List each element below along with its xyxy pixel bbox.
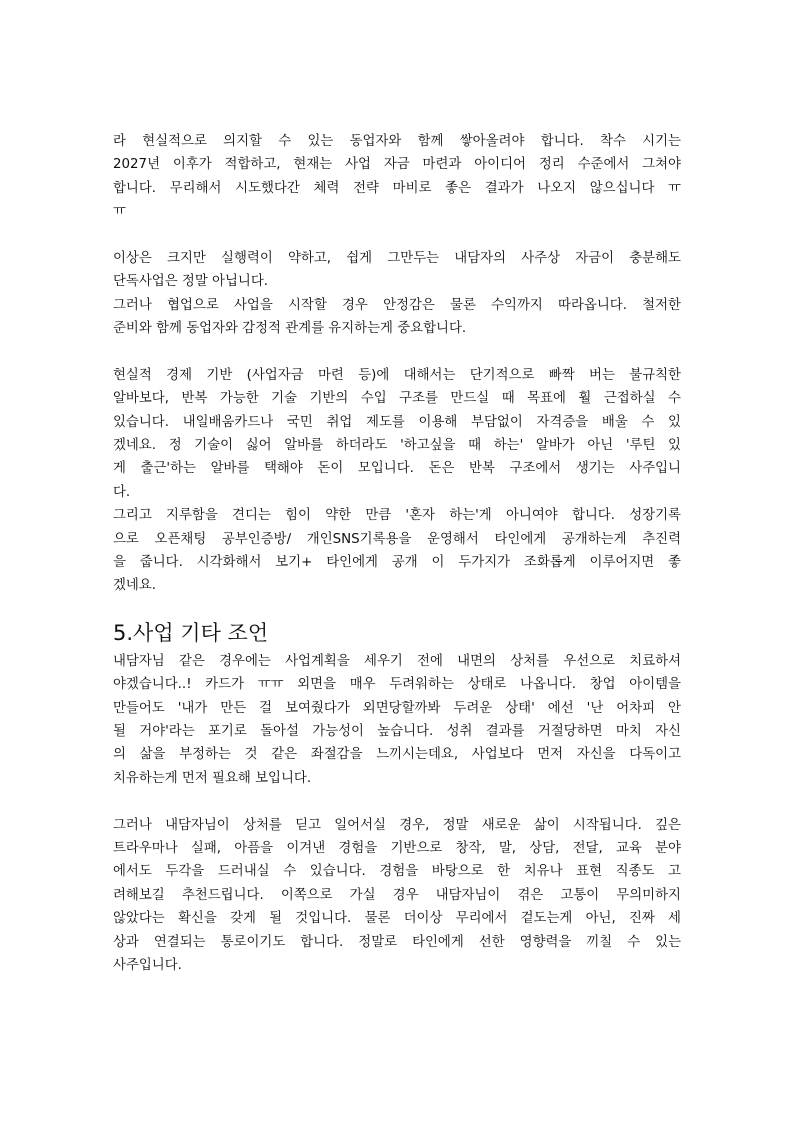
text-line: 다. [113,484,131,500]
document-page [113,130,681,977]
text-line: 사주입니다. [113,957,182,973]
text-line: 내담자님 같은 경우에는 사업계획을 세우기 전에 내면의 상처를 우선으로 치료하셔 [113,653,681,669]
text-line: 으로 오픈채팅 공부인증방/ 개인SNS기록용을 운영해서 타인에게 공개하는게 추진력 [113,531,681,547]
paragraph-startup-timing [113,130,681,224]
text-line: 려해보길 추천드립니다. 이쪽으로 가실 경우 내담자님이 겪은 고통이 무의미하지 [113,887,681,903]
section-heading: 5.사업 기타 조언 [113,620,269,645]
text-line: 그러나 협업으로 사업을 시작할 경우 안정감은 물론 수익까지 따라옵니다. 철저한 [113,297,681,313]
paragraph-spacer [113,224,681,247]
text-line: 을 줍니다. 시각화해서 보기+ 타인에게 공개 이 두가지가 조화롭게 이루어지면 좋 [113,555,681,571]
text-line: 게 출근'하는 알바를 택해야 돈이 모입니다. 돈은 반복 구조에서 생기는 사주입니 [113,461,681,477]
text-line: 에서도 두각을 드러내실 수 있습니다. 경험을 바탕으로 한 치유나 표현 직종도 고 [113,864,681,880]
text-line: 될 거야'라는 포기로 돌아설 가능성이 높습니다. 성취 결과를 거절당하면 마치 자신 [113,723,681,739]
text-line: 라 현실적으로 의지할 수 있는 동업자와 함께 쌓아올려야 합니다. 착수 시기는 [113,134,681,149]
text-line: 합니다. 무리해서 시도했다간 체력 전략 마비로 좋은 결과가 나오지 않으십니다 ㅠ [113,180,681,196]
text-line: 트라우마나 실패, 아픔을 이겨낸 경험을 기반으로 창작, 말, 상담, 전달, 교육 분야 [113,840,681,856]
text-line: 않았다는 확신을 갖게 될 것입니다. 물론 더이상 무리에서 겉도는게 아닌, 진짜 세 [113,911,681,927]
text-line: 겠네요. 정 기술이 싫어 알바를 하더라도 '하고싶을 때 하는' 알바가 아닌 '루틴 있 [113,438,681,454]
paragraph-new-life [113,814,681,978]
text-line: 치유하는게 먼저 필요해 보입니다. [113,770,312,786]
text-line: 알바보다, 반복 가능한 기술 기반의 수입 구조를 만드실 때 목표에 훨 근접하실 수 [113,391,681,407]
text-line: 그리고 지루함을 견디는 힘이 약한 만큼 '혼자 하는'게 아니여야 합니다. 성장기록 [113,508,681,524]
text-line: 이상은 크지만 실행력이 약하고, 쉽게 그만두는 내담자의 사주상 자금이 충분해도 [113,250,681,266]
text-line: 겠네요. [113,578,157,594]
text-line: ㅠ [113,204,126,220]
text-line: 있습니다. 내일배움카드나 국민 취업 제도를 이용해 부담없이 자격증을 배울 수 있 [113,414,681,430]
paragraph-partnership [113,247,681,341]
paragraph-inner-healing [113,650,681,790]
text-line: 그러나 내담자님이 상처를 딛고 일어서실 경우, 정말 새로운 삶이 시작됩니다. 깊은 [113,817,681,833]
paragraph-economic-base [113,364,681,598]
text-line: 단독사업은 정말 아닙니다. [113,274,269,290]
text-line: 상과 연결되는 통로이기도 합니다. 정말로 타인에게 선한 영향력을 끼칠 수 있는 [113,934,681,950]
paragraph-spacer [113,341,681,364]
text-line: 만들어도 '내가 만든 걸 보여줬다가 외면당할까봐 두려운 상태' 에선 '난 어차피 안 [113,700,681,716]
text-line: 의 삶을 부정하는 것 같은 좌절감을 느끼시는데요, 사업보다 먼저 자신을 다독이고 [113,747,681,763]
paragraph-spacer [113,790,681,813]
text-line: 야겠습니다..! 카드가 ㅠㅠ 외면을 매우 두려워하는 상태로 나옵니다. 창업 아이템을 [113,677,681,693]
text-line: 준비와 함께 동업자와 감정적 관계를 유지하는게 중요합니다. [113,321,467,337]
text-line: 2027년 이후가 적합하고, 현재는 사업 자금 마련과 아이디어 정리 수준에서 그쳐야 [113,157,681,173]
text-line: 현실적 경제 기반 (사업자금 마련 등)에 대해서는 단기적으로 빠짝 버는 불규칙한 [113,367,681,383]
